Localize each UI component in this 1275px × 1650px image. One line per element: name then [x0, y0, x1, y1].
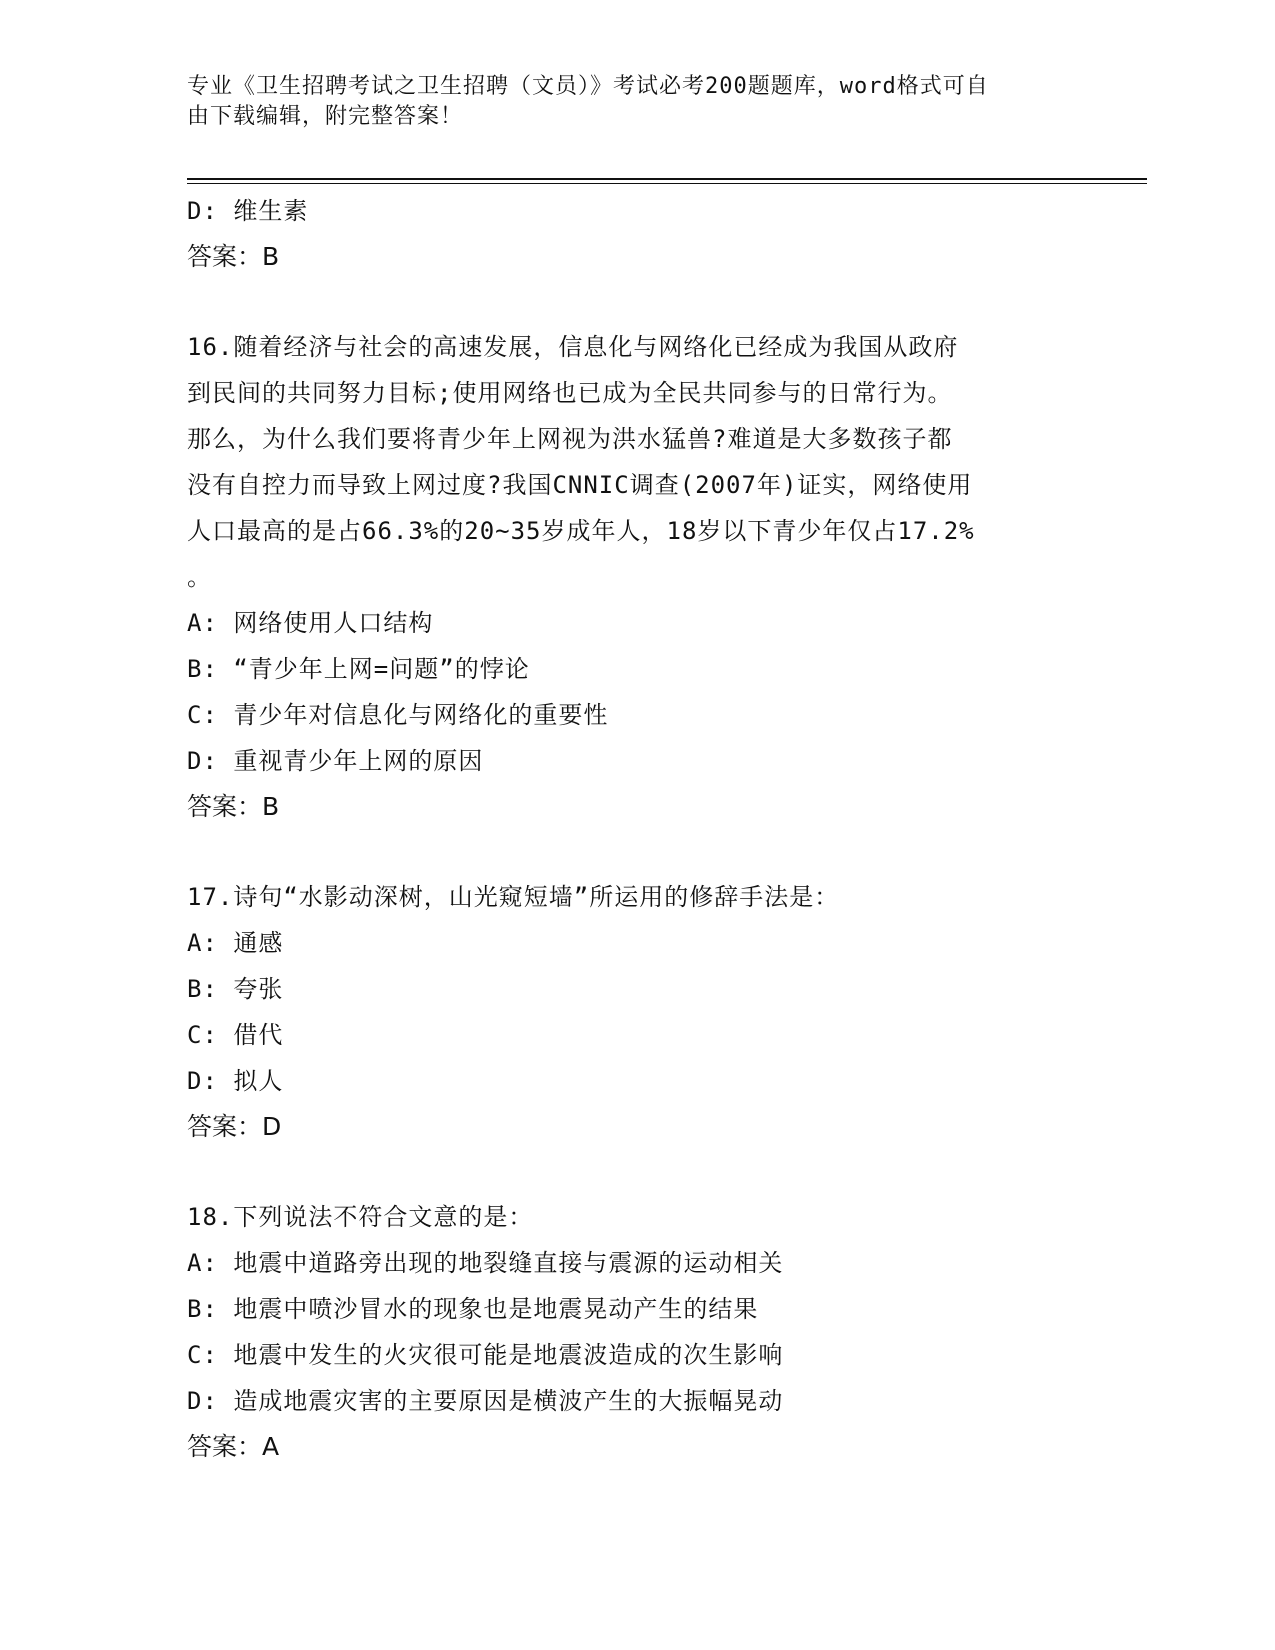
answer-line: 答案：B	[187, 242, 280, 271]
option-b: B: “青少年上网=问题”的悖论	[187, 655, 530, 683]
document-page	[187, 0, 1147, 1650]
answer-line: 答案：A	[187, 1432, 280, 1461]
question-16-stem	[187, 324, 1087, 600]
option-b: B: 夸张	[187, 975, 284, 1003]
question-18-stem: 18.下列说法不符合文意的是：	[187, 1203, 534, 1231]
stem-line: 人口最高的是占66.3%的20~35岁成年人，18岁以下青少年仅占17.2%	[187, 517, 975, 545]
question-list	[187, 188, 1087, 1470]
header-divider-thin	[187, 183, 1147, 184]
option-d: D: 拟人	[187, 1067, 284, 1095]
option-a: A: 通感	[187, 929, 284, 957]
answer-line: 答案：B	[187, 792, 280, 821]
option-c: C: 地震中发生的火灾很可能是地震波造成的次生影响	[187, 1341, 784, 1369]
option-d: D: 维生素	[187, 197, 309, 225]
option-a: A: 网络使用人口结构	[187, 609, 434, 637]
stem-line: 没有自控力而导致上网过度?我国CNNIC调查(2007年)证实，网络使用	[187, 471, 973, 499]
answer-line: 答案：D	[187, 1112, 282, 1141]
stem-line: 到民间的共同努力目标;使用网络也已成为全民共同参与的日常行为。	[187, 379, 953, 407]
option-c: C: 青少年对信息化与网络化的重要性	[187, 701, 609, 729]
stem-line: 。	[187, 563, 212, 591]
option-a: A: 地震中道路旁出现的地裂缝直接与震源的运动相关	[187, 1249, 784, 1277]
document-header	[187, 72, 1087, 132]
header-line: 专业《卫生招聘考试之卫生招聘（文员）》考试必考200题题库，word格式可自	[187, 74, 989, 99]
header-divider	[187, 178, 1147, 180]
option-d: D: 重视青少年上网的原因	[187, 747, 484, 775]
header-line: 由下载编辑，附完整答案！	[187, 104, 464, 129]
stem-line: 16.随着经济与社会的高速发展，信息化与网络化已经成为我国从政府	[187, 333, 959, 361]
option-d: D: 造成地震灾害的主要原因是横波产生的大振幅晃动	[187, 1387, 784, 1415]
stem-line: 那么，为什么我们要将青少年上网视为洪水猛兽?难道是大多数孩子都	[187, 425, 953, 453]
question-17-stem: 17.诗句“水影动深树，山光窥短墙”所运用的修辞手法是：	[187, 883, 840, 911]
option-b: B: 地震中喷沙冒水的现象也是地震晃动产生的结果	[187, 1295, 759, 1323]
option-c: C: 借代	[187, 1021, 284, 1049]
